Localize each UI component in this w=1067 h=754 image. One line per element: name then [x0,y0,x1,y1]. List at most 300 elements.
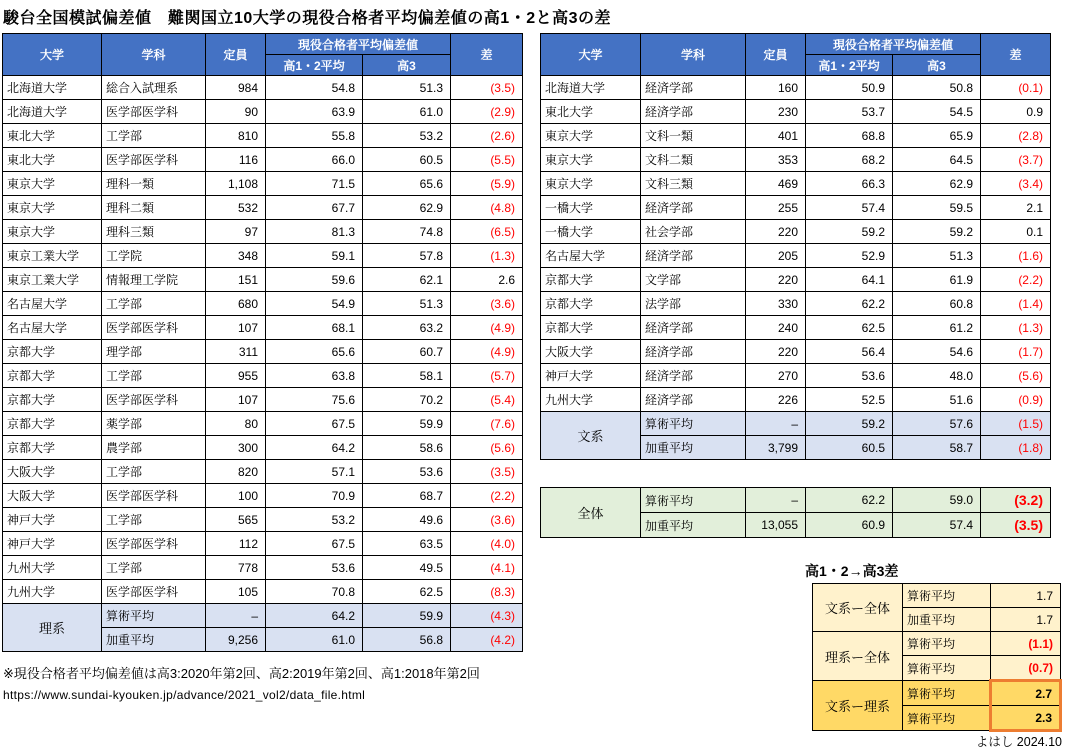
cell-h12-average: 67.7 [266,196,363,220]
cell-university: 一橋大学 [541,220,641,244]
cell-h3: 57.4 [893,513,981,538]
cell-h3: 57.8 [363,244,451,268]
cell-department: 理科二類 [102,196,206,220]
table-row [3,508,523,532]
cell-university: 大阪大学 [3,484,102,508]
table-header [3,34,523,76]
cell-h12-average: 50.9 [806,76,893,100]
cell-h12-average: 65.6 [266,340,363,364]
cell-h12-average: 68.2 [806,148,893,172]
cell-h3: 51.6 [893,388,981,412]
source-url: https://www.sundai-kyouken.jp/advance/2021_vol2/data_file.html [3,688,366,702]
cell-capacity: 107 [206,388,266,412]
cell-h3: 51.3 [363,292,451,316]
cell-capacity: 532 [206,196,266,220]
cell-university: 京都大学 [3,340,102,364]
cell-diff: (2.8) [981,124,1051,148]
col-header-capacity: 定員 [746,34,806,76]
cell-h3: 62.5 [363,580,451,604]
cell-capacity: 469 [746,172,806,196]
cell-h12-average: 66.3 [806,172,893,196]
cell-department: 文科三類 [641,172,746,196]
cell-h12-average: 62.2 [806,292,893,316]
cell-h3: 60.7 [363,340,451,364]
cell-capacity: 3,799 [746,436,806,460]
table-row [541,364,1051,388]
cell-diff: (0.1) [981,76,1051,100]
cell-metric: 算術平均 [641,412,746,436]
cell-capacity: 230 [746,100,806,124]
cell-university: 京都大学 [3,388,102,412]
cell-capacity: 205 [746,244,806,268]
cell-university: 九州大学 [541,388,641,412]
cell-diff: (5.6) [451,436,523,460]
cell-diff: (4.3) [451,604,523,628]
cell-h12-average: 68.8 [806,124,893,148]
cell-university: 北海道大学 [3,76,102,100]
cell-h3: 53.2 [363,124,451,148]
cell-capacity: 311 [206,340,266,364]
cell-h3: 59.9 [363,604,451,628]
table-row [541,244,1051,268]
cell-department: 医学部医学科 [102,148,206,172]
cell-diff: 0.9 [981,100,1051,124]
cell-h12-average: 62.2 [806,488,893,513]
cell-department: 工学部 [102,124,206,148]
cell-h12-average: 52.5 [806,388,893,412]
cell-university: 北海道大学 [3,100,102,124]
cell-h3: 54.6 [893,340,981,364]
table-row [3,388,523,412]
cell-h12-average: 63.9 [266,100,363,124]
cell-diff: (5.6) [981,364,1051,388]
cell-value: 2.7 [991,681,1061,706]
cell-diff: (4.0) [451,532,523,556]
cell-h12-average: 67.5 [266,412,363,436]
cell-h3: 49.5 [363,556,451,580]
cell-department: 医学部医学科 [102,532,206,556]
cell-diff: (3.5) [451,460,523,484]
cell-h3: 60.5 [363,148,451,172]
cell-diff: (1.4) [981,292,1051,316]
cell-university: 東京工業大学 [3,268,102,292]
cell-university: 九州大学 [3,580,102,604]
cell-diff: (5.9) [451,172,523,196]
cell-department: 情報理工学院 [102,268,206,292]
grade-diff-comparison-table [812,583,1062,732]
cell-university: 神戸大学 [541,364,641,388]
cell-h3: 58.1 [363,364,451,388]
cell-h12-average: 56.4 [806,340,893,364]
table-row [3,172,523,196]
cell-capacity: 90 [206,100,266,124]
cell-capacity: 220 [746,220,806,244]
cell-capacity: 984 [206,76,266,100]
table-row [3,460,523,484]
cell-capacity: 820 [206,460,266,484]
table-header [541,34,1051,76]
cell-university: 東京大学 [3,196,102,220]
cell-capacity: 565 [206,508,266,532]
cell-diff: 0.1 [981,220,1051,244]
cell-diff: 2.1 [981,196,1051,220]
cell-capacity: 105 [206,580,266,604]
cell-h12-average: 57.4 [806,196,893,220]
diff-group-label: 理系ー全体 [813,632,903,681]
cell-capacity: 97 [206,220,266,244]
table-row [541,76,1051,100]
science-departments-table [2,33,523,652]
cell-diff: (5.5) [451,148,523,172]
credit: よはし 2024.10 [975,735,1062,749]
cell-university: 京都大学 [541,316,641,340]
cell-capacity: 226 [746,388,806,412]
cell-capacity: 1,108 [206,172,266,196]
cell-department: 工学部 [102,364,206,388]
cell-h3: 51.3 [893,244,981,268]
cell-diff: (3.2) [981,488,1051,513]
cell-capacity: – [746,488,806,513]
cell-h12-average: 59.2 [806,412,893,436]
cell-h3: 51.3 [363,76,451,100]
cell-metric: 加重平均 [641,436,746,460]
table-row [3,220,523,244]
cell-department: 経済学部 [641,100,746,124]
cell-diff: (2.9) [451,100,523,124]
cell-h3: 58.7 [893,436,981,460]
cell-h3: 56.8 [363,628,451,652]
cell-department: 理学部 [102,340,206,364]
table-row [3,268,523,292]
cell-diff: (4.9) [451,340,523,364]
cell-h12-average: 54.8 [266,76,363,100]
cell-metric: 算術平均 [641,488,746,513]
cell-h12-average: 63.8 [266,364,363,388]
col-header-department: 学科 [102,34,206,76]
cell-capacity: 100 [206,484,266,508]
cell-capacity: 300 [206,436,266,460]
table-row [3,100,523,124]
cell-department: 工学部 [102,292,206,316]
cell-h12-average: 66.0 [266,148,363,172]
cell-university: 東京大学 [541,148,641,172]
cell-department: 医学部医学科 [102,484,206,508]
cell-capacity: 116 [206,148,266,172]
table-row [3,148,523,172]
cell-department: 農学部 [102,436,206,460]
overall-row [541,488,1051,513]
table-row [3,484,523,508]
cell-h12-average: 59.6 [266,268,363,292]
cell-department: 工学部 [102,556,206,580]
cell-h3: 62.1 [363,268,451,292]
cell-capacity: 112 [206,532,266,556]
cell-h3: 74.8 [363,220,451,244]
cell-university: 京都大学 [3,436,102,460]
cell-h3: 48.0 [893,364,981,388]
col-header-h3: 高3 [363,55,451,76]
summary-group-label: 理系 [3,604,102,652]
table-body [541,76,1051,460]
cell-capacity: 107 [206,316,266,340]
cell-h3: 61.9 [893,268,981,292]
cell-h12-average: 70.8 [266,580,363,604]
cell-department: 社会学部 [641,220,746,244]
cell-diff: (1.7) [981,340,1051,364]
cell-university: 東京大学 [3,220,102,244]
table-row [3,436,523,460]
diff-group-label: 文系ー全体 [813,584,903,632]
grade-diff-table-title: 高1・2→高3差 [805,563,899,579]
cell-h12-average: 64.2 [266,436,363,460]
cell-h12-average: 59.2 [806,220,893,244]
cell-metric: 算術平均 [903,681,991,706]
header-row [3,34,523,55]
cell-h3: 68.7 [363,484,451,508]
cell-h12-average: 54.9 [266,292,363,316]
cell-capacity: 80 [206,412,266,436]
cell-diff: (1.8) [981,436,1051,460]
cell-department: 経済学部 [641,76,746,100]
cell-h3: 65.9 [893,124,981,148]
cell-h12-average: 57.1 [266,460,363,484]
cell-capacity: – [206,604,266,628]
cell-university: 東北大学 [3,148,102,172]
cell-department: 工学部 [102,460,206,484]
cell-diff: (3.6) [451,292,523,316]
cell-diff: (1.3) [981,316,1051,340]
table-row [3,292,523,316]
cell-metric: 算術平均 [903,656,991,681]
cell-department: 工学院 [102,244,206,268]
cell-diff: (8.3) [451,580,523,604]
cell-h3: 60.8 [893,292,981,316]
cell-university: 東北大学 [3,124,102,148]
diff-group-label: 文系ー理系 [813,681,903,731]
table-row [541,388,1051,412]
cell-capacity: 353 [746,148,806,172]
cell-capacity: 240 [746,316,806,340]
col-header-diff: 差 [981,34,1051,76]
table-row [3,124,523,148]
table-row [3,244,523,268]
cell-diff: (4.2) [451,628,523,652]
cell-h12-average: 62.5 [806,316,893,340]
cell-h12-average: 68.1 [266,316,363,340]
cell-metric: 加重平均 [102,628,206,652]
table-row [541,340,1051,364]
table-row [541,124,1051,148]
cell-department: 医学部医学科 [102,388,206,412]
cell-diff: (4.1) [451,556,523,580]
cell-h12-average: 81.3 [266,220,363,244]
cell-h3: 61.0 [363,100,451,124]
cell-h3: 62.9 [363,196,451,220]
overall-summary-table [540,487,1051,538]
cell-capacity: 13,055 [746,513,806,538]
cell-capacity: 680 [206,292,266,316]
cell-university: 京都大学 [541,268,641,292]
cell-diff: (4.9) [451,316,523,340]
col-header-h3: 高3 [893,55,981,76]
cell-department: 経済学部 [641,340,746,364]
cell-h12-average: 71.5 [266,172,363,196]
col-header-university: 大学 [541,34,641,76]
cell-diff: (3.6) [451,508,523,532]
diff-row [813,681,1061,706]
table-row [3,340,523,364]
table-row [3,316,523,340]
cell-capacity: 778 [206,556,266,580]
overall-group-label: 全体 [541,488,641,538]
cell-h3: 59.2 [893,220,981,244]
cell-university: 一橋大学 [541,196,641,220]
cell-metric: 算術平均 [102,604,206,628]
cell-university: 東京工業大学 [3,244,102,268]
cell-metric: 算術平均 [903,584,991,608]
cell-university: 東京大学 [3,172,102,196]
cell-capacity: 330 [746,292,806,316]
cell-diff: (2.6) [451,124,523,148]
cell-diff: 2.6 [451,268,523,292]
cell-department: 総合入試理系 [102,76,206,100]
cell-diff: (2.2) [981,268,1051,292]
cell-capacity: 270 [746,364,806,388]
cell-university: 京都大学 [541,292,641,316]
cell-diff: (3.5) [451,76,523,100]
cell-diff: (7.6) [451,412,523,436]
cell-h3: 70.2 [363,388,451,412]
table-body [813,584,1061,731]
table-row [3,196,523,220]
cell-h3: 65.6 [363,172,451,196]
cell-h12-average: 60.9 [806,513,893,538]
cell-department: 法学部 [641,292,746,316]
cell-h3: 64.5 [893,148,981,172]
col-header-deviation-group: 現役合格者平均偏差値 [806,34,981,55]
footnote: ※現役合格者平均偏差値は高3:2020年第2回、高2:2019年第2回、高1:2018年第2回 [3,666,480,681]
cell-h12-average: 55.8 [266,124,363,148]
col-header-department: 学科 [641,34,746,76]
cell-h3: 49.6 [363,508,451,532]
col-header-capacity: 定員 [206,34,266,76]
cell-diff: (5.7) [451,364,523,388]
cell-h3: 54.5 [893,100,981,124]
cell-diff: (3.5) [981,513,1051,538]
cell-capacity: 810 [206,124,266,148]
cell-h12-average: 53.7 [806,100,893,124]
cell-metric: 算術平均 [903,632,991,656]
cell-metric: 算術平均 [903,706,991,731]
cell-diff: (0.9) [981,388,1051,412]
table-row [541,196,1051,220]
cell-university: 京都大学 [3,412,102,436]
cell-diff: (6.5) [451,220,523,244]
cell-h3: 62.9 [893,172,981,196]
col-header-diff: 差 [451,34,523,76]
col-header-h12-average: 高1・2平均 [266,55,363,76]
cell-capacity: 220 [746,268,806,292]
cell-h3: 63.2 [363,316,451,340]
cell-department: 医学部医学科 [102,316,206,340]
cell-department: 文科二類 [641,148,746,172]
cell-university: 九州大学 [3,556,102,580]
table-body [3,76,523,652]
summary-row [3,604,523,628]
cell-capacity: 151 [206,268,266,292]
cell-diff: (1.6) [981,244,1051,268]
cell-department: 経済学部 [641,364,746,388]
table-row [3,532,523,556]
cell-department: 理科三類 [102,220,206,244]
cell-h3: 61.2 [893,316,981,340]
table-row [541,292,1051,316]
table-row [541,172,1051,196]
cell-university: 東北大学 [541,100,641,124]
cell-department: 工学部 [102,508,206,532]
cell-h12-average: 61.0 [266,628,363,652]
cell-value: (0.7) [991,656,1061,681]
cell-h12-average: 64.1 [806,268,893,292]
cell-diff: (3.7) [981,148,1051,172]
table-body [541,488,1051,538]
page-title: 駿台全国模試偏差値 難関国立10大学の現役合格者平均偏差値の高1・2と高3の差 [3,10,611,27]
cell-h12-average: 53.2 [266,508,363,532]
cell-diff: (2.2) [451,484,523,508]
cell-h12-average: 67.5 [266,532,363,556]
cell-diff: (1.5) [981,412,1051,436]
cell-university: 大阪大学 [541,340,641,364]
cell-capacity: 220 [746,340,806,364]
cell-metric: 加重平均 [903,608,991,632]
table-row [3,412,523,436]
col-header-deviation-group: 現役合格者平均偏差値 [266,34,451,55]
cell-diff: (1.3) [451,244,523,268]
table-row [3,76,523,100]
cell-university: 京都大学 [3,364,102,388]
cell-university: 北海道大学 [541,76,641,100]
cell-h3: 63.5 [363,532,451,556]
cell-capacity: 401 [746,124,806,148]
cell-university: 神戸大学 [3,532,102,556]
table-row [541,316,1051,340]
cell-diff: (4.8) [451,196,523,220]
cell-department: 医学部医学科 [102,580,206,604]
cell-h3: 50.8 [893,76,981,100]
table-row [541,100,1051,124]
cell-h3: 57.6 [893,412,981,436]
diff-row [813,584,1061,608]
cell-department: 文科一類 [641,124,746,148]
cell-h12-average: 53.6 [806,364,893,388]
cell-h3: 53.6 [363,460,451,484]
cell-university: 東京大学 [541,172,641,196]
cell-department: 薬学部 [102,412,206,436]
cell-value: 1.7 [991,584,1061,608]
cell-capacity: 255 [746,196,806,220]
cell-department: 経済学部 [641,316,746,340]
cell-h12-average: 52.9 [806,244,893,268]
cell-h3: 59.9 [363,412,451,436]
col-header-h12-average: 高1・2平均 [806,55,893,76]
cell-h12-average: 59.1 [266,244,363,268]
diff-row [813,632,1061,656]
col-header-university: 大学 [3,34,102,76]
cell-h3: 59.0 [893,488,981,513]
cell-value: 2.3 [991,706,1061,731]
cell-h12-average: 64.2 [266,604,363,628]
cell-department: 理科一類 [102,172,206,196]
